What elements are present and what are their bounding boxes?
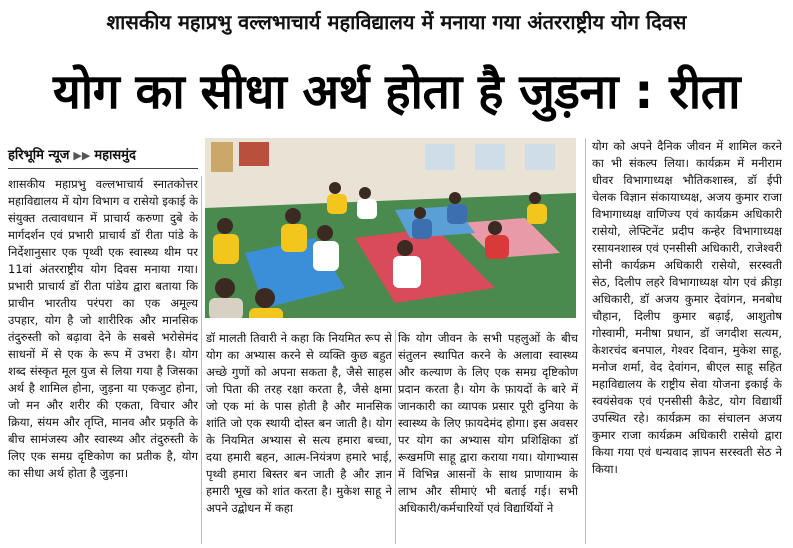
window <box>525 144 555 170</box>
byline-divider <box>8 168 198 169</box>
article-column-2-text: डॉ मालती तिवारी ने कहा कि नियमित रूप से योग का अभ्यास करने से व्यक्ति कुछ बहुत अच्छे गुणों को अपना सकता है, जैसे साहस जो पिता की तरह रक्षा करता है, जैसे क्षमा जो एक मां के पास होती है और मानसिक शांति जो एक स्थायी दोस्त बन जाती है। योग के नियमित अभ्यास से सत्य हमारा बच्चा, दया हमारी बहन, आत्म-नियंत्रण हमारे भाई, पृथ्वी हमारा बिस्तर बन जाती है और ज्ञान हमारी भूख को शांत करता है। मुकेश साहू ने अपने उद्बोधन में कहा <box>206 331 392 515</box>
article-column-3 <box>398 330 578 544</box>
byline-source: हरिभूमि न्यूज <box>8 148 70 163</box>
article-headline: योग का सीधा अर्थ होता है जुड़ना : रीता <box>52 64 741 120</box>
banner <box>239 142 269 166</box>
column-divider <box>585 138 586 544</box>
window <box>425 144 455 170</box>
column-divider <box>395 330 396 544</box>
column-divider <box>201 176 202 544</box>
portrait-frame <box>211 142 233 172</box>
window <box>475 144 505 170</box>
yoga-session-illustration <box>205 138 576 318</box>
article-column-1-text: शासकीय महाप्रभु वल्लभाचार्य स्नातकोत्तर महाविद्यालय में योग विभाग व रासेयो इकाई के संयुक्त तत्वावधान में प्राचार्य करुणा दुबे के मार्गदर्शन एवं प्रभारी प्राचार्य डॉ रीता पांडे के निर्देशानुसार एक पृथ्वी एक स्वास्थ्य थीम पर 11वां अंतरराष्ट्रीय योग दिवस मनाया गया। प्रभारी प्राचार्य डॉ रीता पांडेय द्वारा बताया कि प्राचीन भारतीय परंपरा का एक अमूल्य उपहार, योग है जो शारीरिक और मानसिक तंदुरुस्ती को बढ़ावा देने के सबसे भरोसेमंद साधनों में से एक के रूप में उभरा है। योग शब्द संस्कृत मूल युज से लिया गया है जिसका अर्थ है शामिल होना, जुड़ना या एकजुट होना, जो मन और शरीर की एकता, विचार और क्रिया, संयम और तृप्ति, मानव और प्रकृति के बीच सामंजस्य और स्वास्थ्य और तंदुरुस्ती के लिए एक समग्र दृष्टिकोण का प्रतीक है, योग का सीधा अर्थ होता है जुड़ना। <box>8 177 198 480</box>
article-column-2 <box>206 330 392 544</box>
article-column-1 <box>8 176 198 544</box>
article-column-4 <box>592 138 782 544</box>
byline-location: महासमुंद <box>94 148 136 163</box>
article-column-4-text: योग को अपने दैनिक जीवन में शामिल करने का भी संकल्प लिया। कार्यक्रम में मनीराम धीवर विभागाध्यक्ष भौतिकशास्त्र, डॉ ईपी चेलक विज्ञान संकायाध्यक्ष, अजय कुमार राजा विभागाध्यक्ष वाणिज्य एवं कार्यक्रम अधिकारी रासेयो, लेफ्टिनेंट प्रदीप कन्हेर विभागाध्यक्ष रसायनशास्त्र एवं एनसीसी अधिकारी, राजेश्वरी सोनी कार्यक्रम अधिकारी रासेयो, सरस्वती सेठ, दिलीप लहरे विभागाध्यक्ष योग एवं क्रीड़ा अधिकारी, डॉ अजय कुमार देवांगन, मनबोध चौहान, दिलीप कुमार बढ़ाई, आशुतोष गोस्वामी, मनीषा प्रधान, डॉ जगदीश सत्यम, केशरचंद बनपाल, गेश्वर दिवान, मुकेश साहू, मनोज शर्मा, वेद देवांगन, बीएल साहू सहित महाविद्यालय के राष्ट्रीय सेवा योजना इकाई के स्वयंसेवक एवं एनसीसी कैडेट, योग विद्यार्थी उपस्थित रहे। कार्यक्रम का संचालन अजय कुमार राजा कार्यक्रम अधिकारी रासेयो द्वारा किया गया एवं धन्यवाद ज्ञापन सरस्वती सेठ ने किया। <box>592 139 782 476</box>
byline-arrow-icon: ▶▶ <box>73 149 91 162</box>
article-column-3-text: कि योग जीवन के सभी पहलुओं के बीच संतुलन स्थापित करने के अलावा स्वास्थ्य और कल्याण के लिए एक समग्र दृष्टिकोण प्रदान करता है। योग के फ़ायदों के बारे में जानकारी का व्यापक प्रसार पूरी दुनिया के स्वास्थ्य के लिए फ़ायदेमंद होगा। इस अवसर पर योग का अभ्यास योग प्रशिक्षिका डॉ रूखमणि साहू द्वारा कराया गया। योगाभ्यास में विभिन्न आसनों के साथ प्राणायाम के लाभ और सीमाएं भी बताई गई। सभी अधिकारी/कर्मचारियों एवं विद्यार्थियों ने <box>398 331 578 515</box>
byline <box>8 145 198 165</box>
yoga-session-photo <box>205 138 576 318</box>
article-subheadline: शासकीय महाप्रभु वल्लभाचार्य महाविद्यालय में मनाया गया अंतरराष्ट्रीय योग दिवस <box>106 10 687 34</box>
